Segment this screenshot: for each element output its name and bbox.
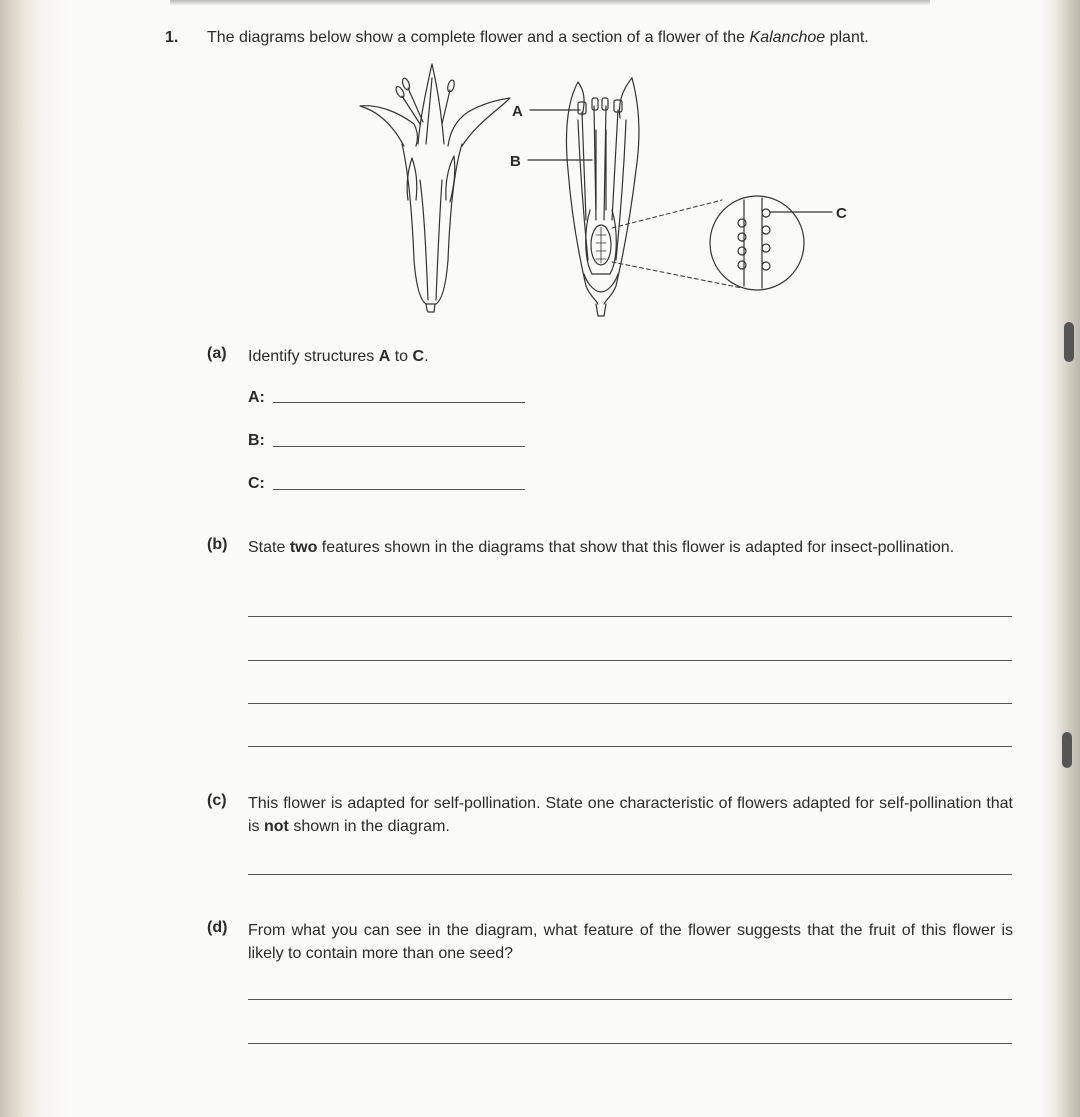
answer-line-a[interactable] [273, 402, 525, 403]
flower-diagram [350, 60, 870, 320]
ovule [762, 262, 770, 270]
section-filament [612, 110, 618, 220]
part-a-text-end: . [424, 348, 429, 365]
complete-flower-anther [447, 79, 456, 92]
part-a-bold-a: A [378, 348, 391, 365]
complete-flower-stalk [426, 304, 435, 312]
part-b-answer-line[interactable] [248, 746, 1012, 747]
part-d-answer-line[interactable] [248, 1043, 1012, 1044]
label-c: C [836, 205, 847, 222]
question-intro-end: plant. [825, 29, 869, 46]
part-c-answer-line[interactable] [248, 874, 1012, 875]
complete-flower-anther [401, 77, 411, 90]
question-number: 1. [165, 29, 179, 46]
part-b-answer-line[interactable] [248, 660, 1012, 661]
section-anther [592, 98, 598, 110]
section-anther [602, 98, 608, 110]
part-c-label: (c) [207, 792, 227, 809]
ovule [762, 209, 770, 217]
part-a-text-mid: to [390, 348, 413, 365]
part-c-text-end: shown in the diagram. [288, 818, 450, 835]
magnification-guide [612, 200, 722, 228]
part-b-bold-two: two [289, 539, 318, 556]
answer-label-a: A: [248, 389, 265, 406]
answer-line-c[interactable] [273, 489, 525, 490]
answer-line-b[interactable] [273, 446, 525, 447]
ovule [738, 219, 746, 227]
ovule [738, 247, 746, 255]
section-petal-left [578, 82, 584, 116]
part-b-text-end: features shown in the diagrams that show that this flower is adapted for insect-pollination. [317, 539, 955, 556]
label-a: A [512, 103, 523, 120]
part-d-question: From what you can see in the diagram, what feature of the flower suggests that the fruit of this flower is likely to contain more than one seed? [248, 922, 1013, 962]
part-a-bold-c: C [412, 348, 425, 365]
complete-flower-sepal [407, 158, 417, 200]
flower-diagrams-svg [350, 60, 870, 320]
ovule [738, 261, 746, 269]
question-intro [207, 29, 869, 47]
part-b-text-start: State [248, 539, 290, 556]
part-c-text-start: This flower is adapted for self-pollination. State one characteristic of flowers adapted for self-pollination that is [248, 795, 1013, 835]
label-b: B [510, 153, 521, 170]
answer-label-c: C: [248, 475, 265, 492]
part-a-label: (a) [207, 345, 227, 362]
complete-flower-petal-right [448, 98, 510, 146]
part-b-label: (b) [207, 536, 228, 553]
complete-flower-sepal [446, 156, 455, 202]
answer-label-b: B: [248, 432, 265, 449]
part-c-question [248, 792, 1013, 838]
complete-flower-petal-left [360, 106, 417, 146]
plant-name: Kalanchoe [749, 29, 826, 46]
ovule [762, 226, 770, 234]
previous-page-edge [170, 0, 930, 6]
part-b-answer-line[interactable] [248, 616, 1012, 617]
magnified-view-circle [710, 196, 804, 290]
part-d-label: (d) [207, 919, 228, 936]
ovule [762, 244, 770, 252]
part-a-question [248, 345, 429, 368]
part-c-bold-not: not [264, 818, 289, 835]
ovule [738, 233, 746, 241]
question-intro-start: The diagrams below show a complete flower and a section of a flower of the [207, 29, 750, 46]
part-b-answer-line[interactable] [248, 703, 1012, 704]
binder-clip-mark [1064, 322, 1074, 362]
complete-flower-tube [402, 144, 462, 304]
complete-flower-petal-center [418, 64, 444, 144]
part-a-text-start: Identify structures [248, 348, 379, 365]
part-d-answer-line[interactable] [248, 999, 1012, 1000]
part-b-question [248, 536, 1013, 559]
binder-clip-mark [1062, 732, 1072, 768]
